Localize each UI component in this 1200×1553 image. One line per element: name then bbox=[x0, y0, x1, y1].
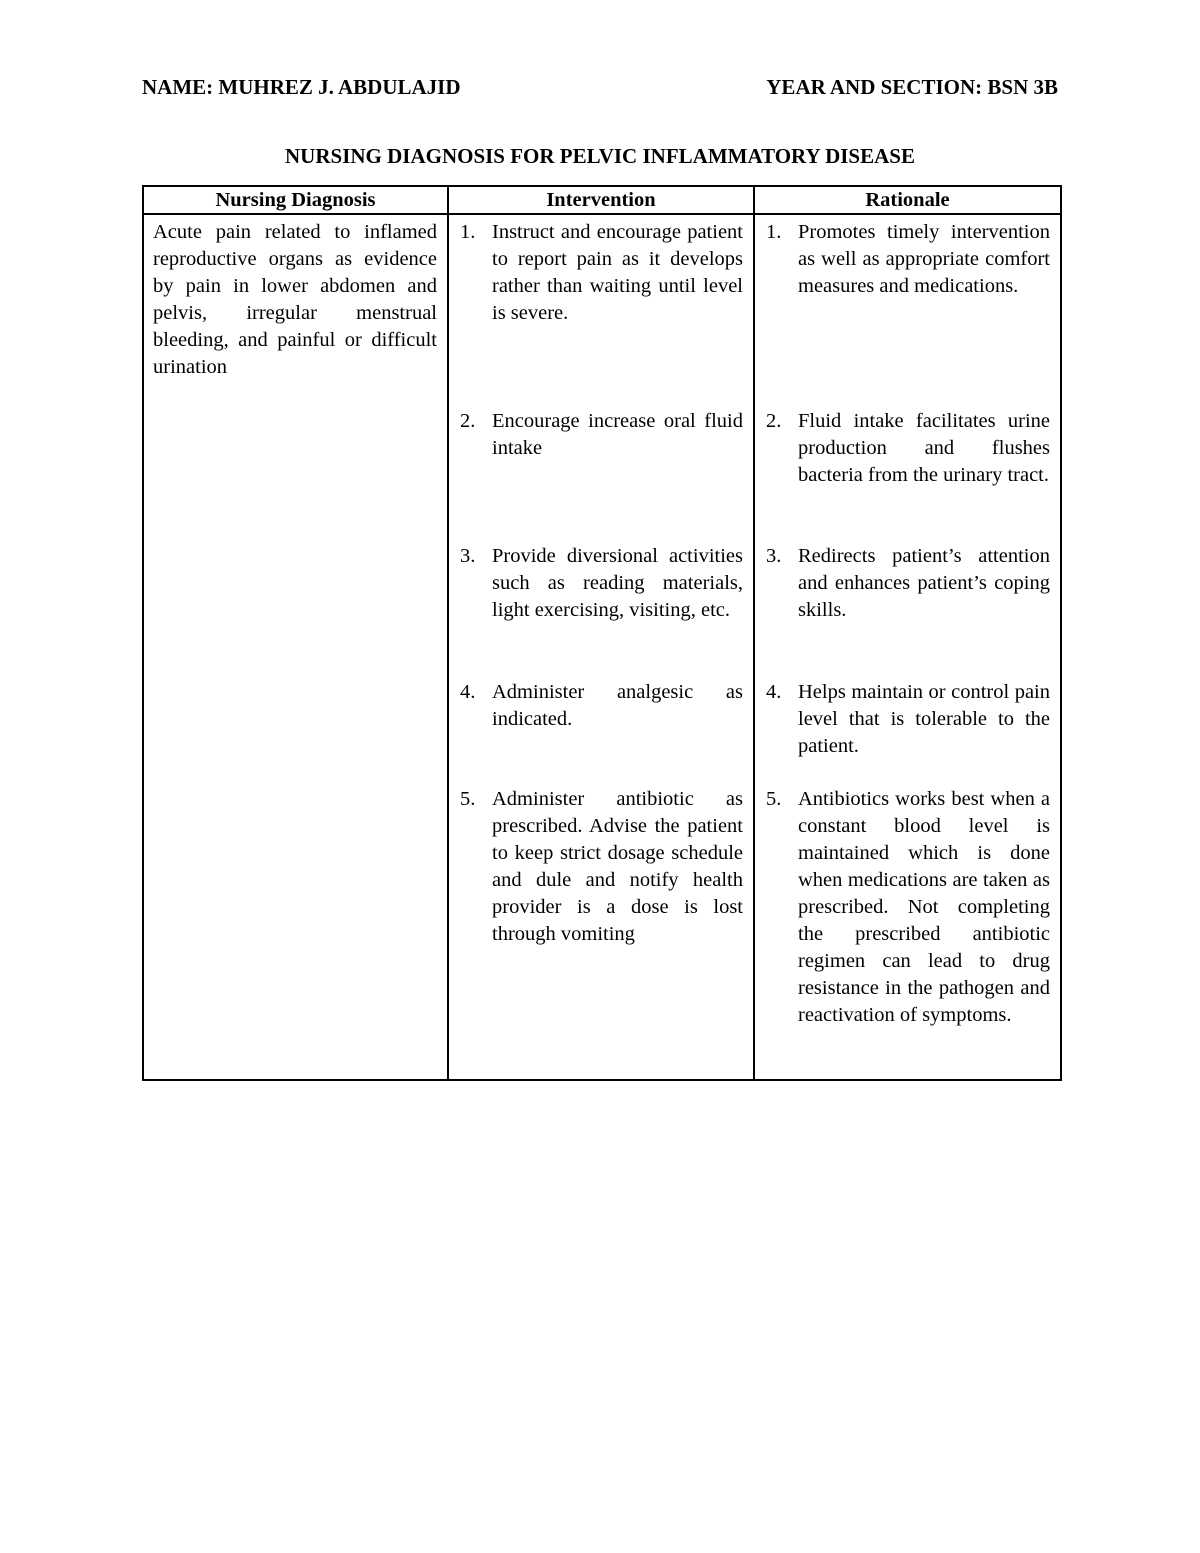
column-header-rationale: Rationale bbox=[754, 186, 1061, 214]
rationale-cell bbox=[754, 214, 1061, 1080]
intervention-item bbox=[458, 408, 743, 543]
intervention-text: Administer analgesic as indicated. bbox=[492, 681, 743, 730]
list-number: 5. bbox=[766, 788, 782, 810]
document-title: NURSING DIAGNOSIS FOR PELVIC INFLAMMATORY DISEASE bbox=[285, 144, 915, 168]
column-header-diagnosis: Nursing Diagnosis bbox=[143, 186, 448, 214]
intervention-text: Encourage increase oral fluid intake bbox=[492, 410, 743, 459]
document-header bbox=[142, 74, 1058, 100]
intervention-text: Administer antibiotic as prescribed. Advise the patient to keep strict dosage schedule and dule and notify health provider is a dose is lost through vomiting bbox=[492, 788, 743, 945]
rationale-text: Fluid intake facilitates urine production and flushes bacteria from the urinary tract. bbox=[798, 410, 1050, 486]
intervention-item bbox=[458, 219, 743, 408]
list-number: 2. bbox=[766, 410, 782, 432]
nursing-care-plan-table bbox=[142, 185, 1062, 1081]
table-row bbox=[143, 214, 1061, 1080]
column-header-intervention: Intervention bbox=[448, 186, 754, 214]
rationale-text: Redirects patient’s attention and enhances patient’s coping skills. bbox=[798, 545, 1050, 621]
list-number: 4. bbox=[766, 681, 782, 703]
rationale-item bbox=[764, 679, 1050, 786]
rationale-text: Promotes timely intervention as well as appropriate comfort measures and medications. bbox=[798, 221, 1050, 297]
intervention-text: Instruct and encourage patient to report pain as it develops rather than waiting until level is severe. bbox=[492, 221, 743, 324]
list-number: 3. bbox=[766, 545, 782, 567]
student-name: NAME: MUHREZ J. ABDULAJID bbox=[142, 75, 461, 99]
list-number: 1. bbox=[766, 221, 782, 243]
diagnosis-cell bbox=[143, 214, 448, 1080]
intervention-item bbox=[458, 679, 743, 786]
rationale-item bbox=[764, 408, 1050, 543]
table-header-row bbox=[143, 186, 1061, 214]
list-number: 1. bbox=[460, 221, 476, 243]
intervention-item bbox=[458, 786, 743, 948]
list-number: 2. bbox=[460, 410, 476, 432]
rationale-item bbox=[764, 786, 1050, 1029]
year-and-section: YEAR AND SECTION: BSN 3B bbox=[766, 75, 1058, 99]
rationale-text: Antibiotics works best when a constant blood level is maintained which is done when medications are taken as prescribed. Not completing the prescribed antibiotic regimen can lead to drug resistance in the pathogen and reactivation of symptoms. bbox=[798, 788, 1050, 1026]
rationale-item bbox=[764, 543, 1050, 679]
diagnosis-text: Acute pain related to inflamed reproductive organs as evidence by pain in lower abdomen and pelvis, irregular menstrual bleeding, and painful or difficult urination bbox=[153, 221, 437, 378]
intervention-text: Provide diversional activities such as reading materials, light exercising, visiting, etc. bbox=[492, 545, 743, 621]
rationale-item bbox=[764, 219, 1050, 408]
list-number: 5. bbox=[460, 788, 476, 810]
intervention-item bbox=[458, 543, 743, 679]
rationale-text: Helps maintain or control pain level that is tolerable to the patient. bbox=[798, 681, 1050, 757]
list-number: 3. bbox=[460, 545, 476, 567]
list-number: 4. bbox=[460, 681, 476, 703]
intervention-cell bbox=[448, 214, 754, 1080]
